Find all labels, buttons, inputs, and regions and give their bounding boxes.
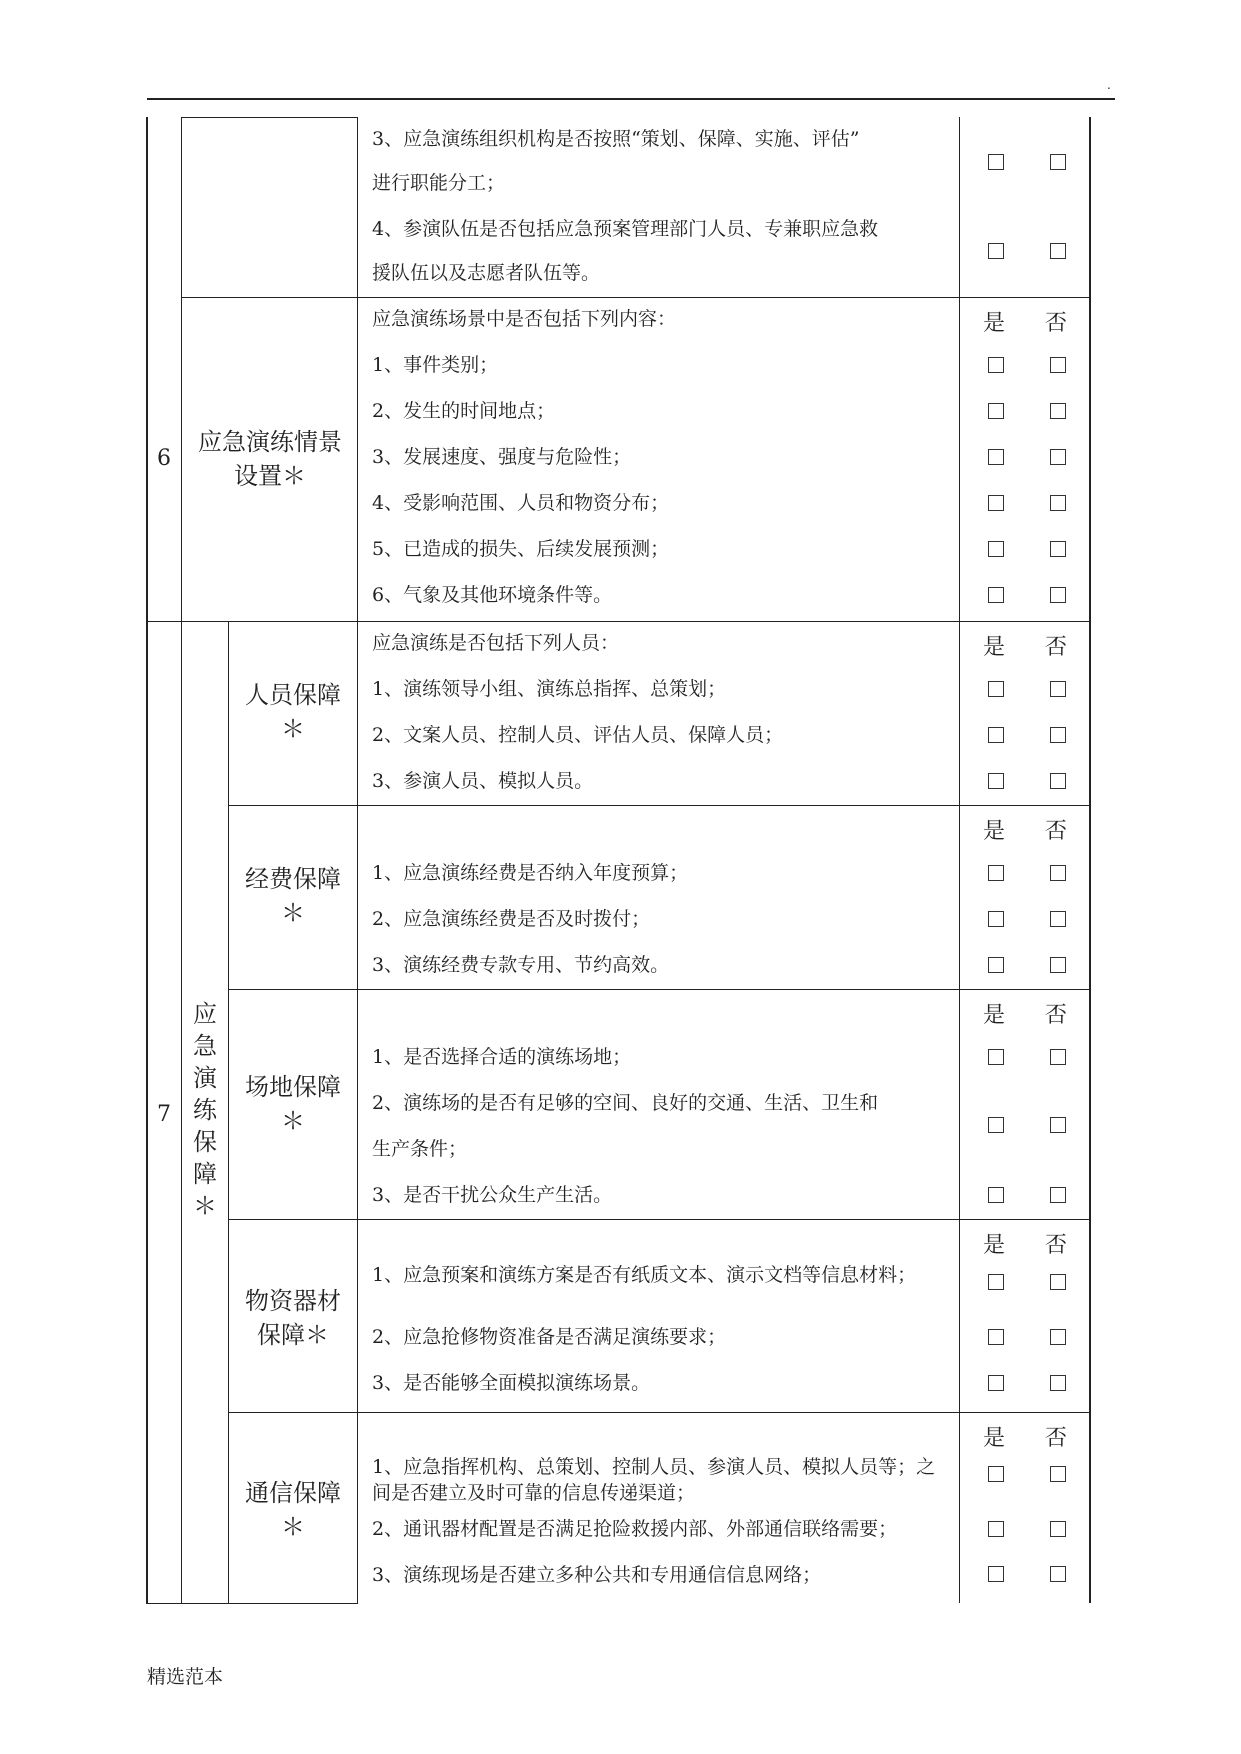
subcategory-title-line: 人员保障 — [245, 681, 341, 709]
category-title — [182, 425, 358, 493]
content-line: 生产条件； — [372, 1138, 468, 1160]
checkbox-yes[interactable] — [988, 1117, 1004, 1133]
checkbox-yes[interactable] — [988, 449, 1004, 465]
subcategory-title-line: 通信保障 — [245, 1479, 341, 1507]
category-char: 急 — [193, 1032, 217, 1060]
section-intro: 应急演练场景中是否包括下列内容： — [372, 308, 677, 330]
checkbox-no[interactable] — [1050, 1566, 1066, 1582]
table-divider-content — [959, 117, 960, 1603]
no-label: 否 — [1045, 1233, 1068, 1258]
content-line: 3、应急演练组织机构是否按照“策划、保障、实施、评估” — [372, 128, 860, 150]
content-line: 5、已造成的损失、后续发展预测； — [372, 538, 670, 560]
checkbox-yes[interactable] — [988, 773, 1004, 789]
checkbox-no[interactable] — [1050, 403, 1066, 419]
subcategory-title-line: 场地保障 — [245, 1073, 341, 1101]
no-label: 否 — [1045, 311, 1068, 336]
subcategory-title — [229, 678, 357, 746]
checkbox-no[interactable] — [1050, 154, 1066, 170]
table-line — [146, 1603, 358, 1604]
content-line: 3、演练现场是否建立多种公共和专用通信信息网络； — [372, 1564, 822, 1586]
table-divider-number — [181, 117, 182, 1603]
category-char: 练 — [193, 1096, 217, 1124]
table-line — [228, 1412, 1090, 1413]
subcategory-title-line: 物资器材 — [245, 1287, 341, 1315]
subcategory-title-line: 保障＊ — [257, 1321, 329, 1349]
table-line — [181, 297, 1090, 298]
checkbox-no[interactable] — [1050, 357, 1066, 373]
row-number: 7 — [157, 1102, 171, 1127]
checkbox-no[interactable] — [1050, 911, 1066, 927]
checkbox-yes[interactable] — [988, 865, 1004, 881]
no-label: 否 — [1045, 1003, 1068, 1028]
subcategory-title — [229, 1476, 357, 1544]
checkbox-yes[interactable] — [988, 681, 1004, 697]
table-line — [228, 989, 1090, 990]
content-line: 1、应急指挥机构、总策划、控制人员、参演人员、模拟人员等；之间是否建立及时可靠的信息传递渠道； — [372, 1456, 936, 1504]
content-line: 2、文案人员、控制人员、评估人员、保障人员； — [372, 724, 784, 746]
category-title-line: 设置＊ — [234, 462, 306, 490]
content-line: 6、气象及其他环境条件等。 — [372, 584, 613, 606]
checkbox-yes[interactable] — [988, 1566, 1004, 1582]
content-line: 4、受影响范围、人员和物资分布； — [372, 492, 670, 514]
checkbox-yes[interactable] — [988, 587, 1004, 603]
subcategory-title-line: ＊ — [281, 715, 305, 743]
checkbox-no[interactable] — [1050, 1274, 1066, 1290]
category-title-vertical — [182, 998, 228, 1222]
checkbox-no[interactable] — [1050, 957, 1066, 973]
yes-label: 是 — [983, 635, 1006, 660]
checkbox-no[interactable] — [1050, 1375, 1066, 1391]
content-line: 3、参演人员、模拟人员。 — [372, 770, 594, 792]
subcategory-title-line: 经费保障 — [245, 865, 341, 893]
content-line: 3、是否干扰公众生产生活。 — [372, 1184, 613, 1206]
checkbox-yes[interactable] — [988, 495, 1004, 511]
checkbox-yes[interactable] — [988, 1049, 1004, 1065]
checkbox-no[interactable] — [1050, 773, 1066, 789]
content-line: 2、应急抢修物资准备是否满足演练要求； — [372, 1326, 727, 1348]
checkbox-yes[interactable] — [988, 403, 1004, 419]
table-line — [228, 805, 1090, 806]
category-title-line: 应急演练情景 — [198, 428, 342, 456]
content-line: 2、应急演练经费是否及时拨付； — [372, 908, 651, 930]
no-label: 否 — [1045, 819, 1068, 844]
subcategory-title-line: ＊ — [281, 899, 305, 927]
category-char: 保 — [193, 1128, 217, 1156]
yes-label: 是 — [983, 1003, 1006, 1028]
checkbox-yes[interactable] — [988, 357, 1004, 373]
table-line — [228, 1219, 1090, 1220]
checkbox-no[interactable] — [1050, 587, 1066, 603]
no-label: 否 — [1045, 1426, 1068, 1451]
table-divider-category — [357, 117, 358, 1603]
content-line: 1、事件类别； — [372, 354, 499, 376]
yes-label: 是 — [983, 1426, 1006, 1451]
checkbox-yes[interactable] — [988, 1375, 1004, 1391]
content-line: 1、应急演练经费是否纳入年度预算； — [372, 862, 689, 884]
subcategory-title — [229, 862, 357, 930]
content-line: 1、是否选择合适的演练场地； — [372, 1046, 632, 1068]
content-line: 3、演练经费专款专用、节约高效。 — [372, 954, 670, 976]
table-line — [146, 621, 1090, 622]
checkbox-no[interactable] — [1050, 865, 1066, 881]
header-dot: . — [1107, 78, 1111, 92]
subcategory-title-line: ＊ — [281, 1513, 305, 1541]
content-line: 1、演练领导小组、演练总指挥、总策划； — [372, 678, 727, 700]
content-line: 进行职能分工； — [372, 172, 506, 194]
checkbox-yes[interactable] — [988, 541, 1004, 557]
category-char: ＊ — [193, 1192, 217, 1220]
checkbox-yes[interactable] — [988, 154, 1004, 170]
subcategory-title-line: ＊ — [281, 1107, 305, 1135]
table-border-left — [146, 117, 148, 1603]
checkbox-yes[interactable] — [988, 911, 1004, 927]
content-line: 援队伍以及志愿者队伍等。 — [372, 262, 601, 284]
row-number: 6 — [157, 446, 171, 471]
category-char: 应 — [193, 1000, 217, 1028]
section-intro: 应急演练是否包括下列人员： — [372, 632, 620, 654]
checkbox-no[interactable] — [1050, 541, 1066, 557]
content-line: 2、发生的时间地点； — [372, 400, 556, 422]
category-char: 障 — [193, 1160, 217, 1188]
yes-label: 是 — [983, 819, 1006, 844]
page-footer: 精选范本 — [147, 1666, 224, 1688]
checkbox-yes[interactable] — [988, 727, 1004, 743]
checkbox-no[interactable] — [1050, 727, 1066, 743]
checkbox-yes[interactable] — [988, 1329, 1004, 1345]
subcategory-title — [229, 1070, 357, 1138]
checkbox-no[interactable] — [1050, 1329, 1066, 1345]
content-line: 1、应急预案和演练方案是否有纸质文本、演示文档等信息材料； — [372, 1264, 917, 1286]
checkbox-no[interactable] — [1050, 1466, 1066, 1482]
checkbox-yes[interactable] — [988, 243, 1004, 259]
table-line — [181, 117, 358, 118]
checkbox-no[interactable] — [1050, 1117, 1066, 1133]
checkbox-no[interactable] — [1050, 449, 1066, 465]
content-line: 2、通讯器材配置是否满足抢险救援内部、外部通信联络需要； — [372, 1518, 898, 1540]
yes-label: 是 — [983, 311, 1006, 336]
checkbox-yes[interactable] — [988, 1466, 1004, 1482]
content-line: 3、是否能够全面模拟演练场景。 — [372, 1372, 651, 1394]
header-rule — [147, 98, 1115, 100]
content-line: 4、参演队伍是否包括应急预案管理部门人员、专兼职应急救 — [372, 218, 879, 240]
checkbox-yes[interactable] — [988, 1521, 1004, 1537]
content-line: 3、发展速度、强度与危险性； — [372, 446, 632, 468]
checkbox-yes[interactable] — [988, 1187, 1004, 1203]
checkbox-yes[interactable] — [988, 957, 1004, 973]
checkbox-no[interactable] — [1050, 1187, 1066, 1203]
table-border-right — [1089, 117, 1091, 1603]
no-label: 否 — [1045, 635, 1068, 660]
checkbox-no[interactable] — [1050, 1521, 1066, 1537]
checkbox-no[interactable] — [1050, 243, 1066, 259]
checkbox-no[interactable] — [1050, 495, 1066, 511]
checkbox-yes[interactable] — [988, 1274, 1004, 1290]
checkbox-no[interactable] — [1050, 681, 1066, 697]
subcategory-title — [229, 1284, 357, 1352]
content-line: 2、演练场的是否有足够的空间、良好的交通、生活、卫生和 — [372, 1092, 879, 1114]
category-char: 演 — [193, 1064, 217, 1092]
yes-label: 是 — [983, 1233, 1006, 1258]
checkbox-no[interactable] — [1050, 1049, 1066, 1065]
